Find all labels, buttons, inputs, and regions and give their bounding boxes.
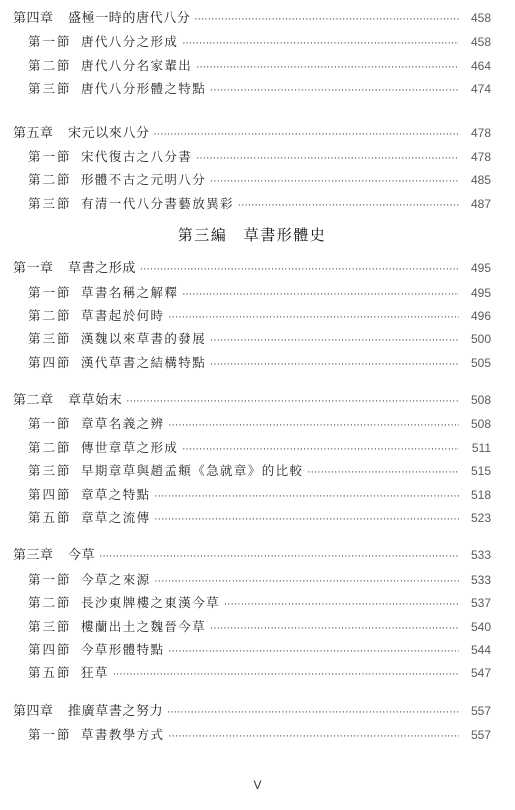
section-number: 第二節 bbox=[28, 57, 72, 73]
chapter-number: 第三章 bbox=[13, 548, 54, 564]
section-number: 第三節 bbox=[28, 618, 72, 634]
dot-leader bbox=[182, 284, 459, 307]
toc-section-entry[interactable] bbox=[13, 351, 491, 374]
dot-leader bbox=[154, 124, 459, 147]
section-title: 宋代復古之八分書 bbox=[81, 148, 193, 164]
section-title: 唐代八分之形成 bbox=[81, 34, 179, 50]
page-number: 515 bbox=[470, 464, 491, 479]
section-title: 形體不古之元明八分 bbox=[81, 172, 207, 188]
chapter-number: 第一章 bbox=[13, 261, 54, 277]
page-number: 464 bbox=[470, 58, 491, 73]
page-number: 508 bbox=[470, 393, 491, 408]
page-folio: V bbox=[253, 778, 262, 792]
toc-section-entry[interactable] bbox=[13, 304, 491, 327]
page-number: 495 bbox=[470, 285, 491, 300]
part-heading: 第三編 草書形體史 bbox=[177, 226, 327, 245]
page-number: 523 bbox=[470, 511, 491, 526]
section-title: 傳世章草之形成 bbox=[81, 439, 179, 455]
toc-section-entry[interactable] bbox=[13, 192, 491, 215]
page-number: 478 bbox=[470, 149, 491, 164]
dot-leader bbox=[210, 80, 459, 103]
toc-section-entry[interactable] bbox=[13, 459, 491, 482]
dot-leader bbox=[155, 486, 459, 509]
chapter-title: 草書之形成 bbox=[68, 261, 137, 277]
dot-leader bbox=[168, 641, 459, 664]
toc-section-entry[interactable] bbox=[13, 506, 491, 529]
chapter-number: 第五章 bbox=[13, 125, 54, 141]
section-number: 第一節 bbox=[28, 34, 72, 50]
toc-section-entry[interactable] bbox=[13, 327, 491, 350]
page-number: 540 bbox=[470, 619, 491, 634]
chapter-title: 章草始末 bbox=[68, 393, 123, 409]
page-number: 537 bbox=[470, 596, 491, 611]
section-title: 漢代草書之結構特點 bbox=[81, 354, 207, 370]
table-of-contents bbox=[13, 7, 491, 747]
section-number: 第四節 bbox=[28, 641, 72, 657]
toc-section-entry[interactable] bbox=[13, 145, 491, 168]
dot-leader bbox=[210, 354, 459, 377]
chapter-number: 第四章 bbox=[13, 11, 54, 26]
page-number: 474 bbox=[470, 82, 491, 97]
section-number: 第一節 bbox=[28, 416, 72, 432]
dot-leader bbox=[307, 462, 459, 485]
section-title: 狂草 bbox=[81, 665, 109, 681]
page-number: 533 bbox=[470, 572, 491, 587]
page-number: 505 bbox=[470, 355, 491, 370]
section-title: 今草之來源 bbox=[81, 571, 151, 587]
page-number: 487 bbox=[470, 196, 491, 211]
toc-section-entry[interactable] bbox=[13, 615, 491, 638]
dot-leader bbox=[167, 702, 459, 725]
toc-chapter-entry[interactable] bbox=[13, 544, 491, 567]
section-number: 第三節 bbox=[28, 195, 72, 211]
toc-section-entry[interactable] bbox=[13, 168, 491, 191]
section-title: 有清一代八分書藝放異彩 bbox=[81, 195, 234, 211]
chapter-spacer bbox=[13, 101, 491, 122]
toc-section-entry[interactable] bbox=[13, 483, 491, 506]
section-title: 早期章草與趙孟頫《急就章》的比較 bbox=[81, 463, 304, 479]
section-number: 第四節 bbox=[28, 354, 72, 370]
toc-chapter-entry[interactable] bbox=[13, 7, 491, 30]
page-number: 485 bbox=[470, 173, 491, 188]
toc-section-entry[interactable] bbox=[13, 568, 491, 591]
toc-section-entry[interactable] bbox=[13, 77, 491, 100]
section-title: 今草形體特點 bbox=[81, 641, 165, 657]
dot-leader bbox=[196, 148, 459, 171]
chapter-number: 第二章 bbox=[13, 393, 54, 409]
dot-leader bbox=[126, 391, 459, 414]
dot-leader bbox=[155, 509, 459, 532]
section-number: 第一節 bbox=[28, 148, 72, 164]
section-number: 第四節 bbox=[28, 486, 72, 502]
page-number: 557 bbox=[470, 703, 491, 718]
section-number: 第二節 bbox=[28, 172, 72, 188]
section-number: 第二節 bbox=[28, 307, 72, 323]
section-title: 草書名稱之解釋 bbox=[81, 284, 179, 300]
dot-leader bbox=[210, 618, 459, 641]
dot-leader bbox=[168, 726, 459, 749]
chapter-number: 第四章 bbox=[13, 703, 54, 719]
section-number: 第三節 bbox=[28, 331, 72, 347]
section-title: 章草之特點 bbox=[81, 486, 151, 502]
dot-leader bbox=[210, 171, 459, 194]
toc-section-entry[interactable] bbox=[13, 723, 491, 746]
section-title: 唐代八分名家輩出 bbox=[81, 57, 193, 73]
toc-section-entry[interactable] bbox=[13, 54, 491, 77]
dot-leader bbox=[182, 33, 459, 56]
dot-leader bbox=[224, 594, 459, 617]
section-title: 長沙東牌樓之東漢今草 bbox=[81, 595, 221, 611]
toc-chapter-entry[interactable] bbox=[13, 700, 491, 723]
toc-section-entry[interactable] bbox=[13, 436, 491, 459]
page-number: 458 bbox=[470, 11, 491, 25]
page-number: 495 bbox=[470, 261, 491, 276]
page-number: 557 bbox=[470, 728, 491, 743]
page-number: 508 bbox=[470, 417, 491, 432]
section-title: 漢魏以來草書的發展 bbox=[81, 331, 207, 347]
toc-section-entry[interactable] bbox=[13, 412, 491, 435]
page-number: 547 bbox=[470, 666, 491, 681]
page-number: 500 bbox=[470, 332, 491, 347]
toc-chapter-entry[interactable] bbox=[13, 257, 491, 280]
dot-leader bbox=[168, 307, 459, 330]
section-number: 第二節 bbox=[28, 595, 72, 611]
toc-section-entry[interactable] bbox=[13, 281, 491, 304]
dot-leader bbox=[99, 546, 459, 569]
dot-leader bbox=[194, 9, 459, 32]
toc-section-entry[interactable] bbox=[13, 591, 491, 614]
section-title: 樓蘭出土之魏晉今草 bbox=[81, 618, 207, 634]
page-number: 511 bbox=[471, 440, 491, 455]
page-number: 458 bbox=[470, 35, 491, 50]
section-number: 第一節 bbox=[28, 727, 72, 743]
section-title: 草書起於何時 bbox=[81, 307, 165, 323]
section-number: 第二節 bbox=[28, 439, 72, 455]
toc-chapter-entry[interactable] bbox=[13, 122, 491, 145]
toc-section-entry[interactable] bbox=[13, 661, 491, 684]
dot-leader bbox=[238, 195, 459, 218]
page-number: 533 bbox=[470, 548, 491, 563]
dot-leader bbox=[140, 259, 459, 282]
dot-leader bbox=[196, 57, 459, 80]
chapter-title: 盛極一時的唐代八分 bbox=[68, 11, 191, 26]
section-title: 唐代八分形體之特點 bbox=[81, 81, 207, 97]
toc-section-entry[interactable] bbox=[13, 638, 491, 661]
page-number: 478 bbox=[470, 125, 491, 140]
section-title: 章草之流傳 bbox=[81, 510, 151, 526]
section-title: 草書教學方式 bbox=[81, 727, 165, 743]
page-number: 544 bbox=[470, 642, 491, 657]
section-number: 第一節 bbox=[28, 284, 72, 300]
dot-leader bbox=[113, 664, 459, 687]
section-number: 第一節 bbox=[28, 571, 72, 587]
page-number: 518 bbox=[470, 487, 491, 502]
chapter-title: 推廣草書之努力 bbox=[68, 703, 164, 719]
section-number: 第五節 bbox=[28, 510, 72, 526]
section-title: 章草名義之辨 bbox=[81, 416, 165, 432]
dot-leader bbox=[168, 415, 459, 438]
dot-leader bbox=[210, 330, 459, 353]
section-number: 第三節 bbox=[28, 463, 72, 479]
chapter-title: 今草 bbox=[68, 548, 96, 564]
section-number: 第五節 bbox=[28, 665, 72, 681]
section-number: 第三節 bbox=[28, 81, 72, 97]
toc-chapter-entry[interactable] bbox=[13, 389, 491, 412]
toc-section-entry[interactable] bbox=[13, 30, 491, 53]
page-number: 496 bbox=[470, 308, 491, 323]
chapter-title: 宋元以來八分 bbox=[68, 125, 150, 141]
